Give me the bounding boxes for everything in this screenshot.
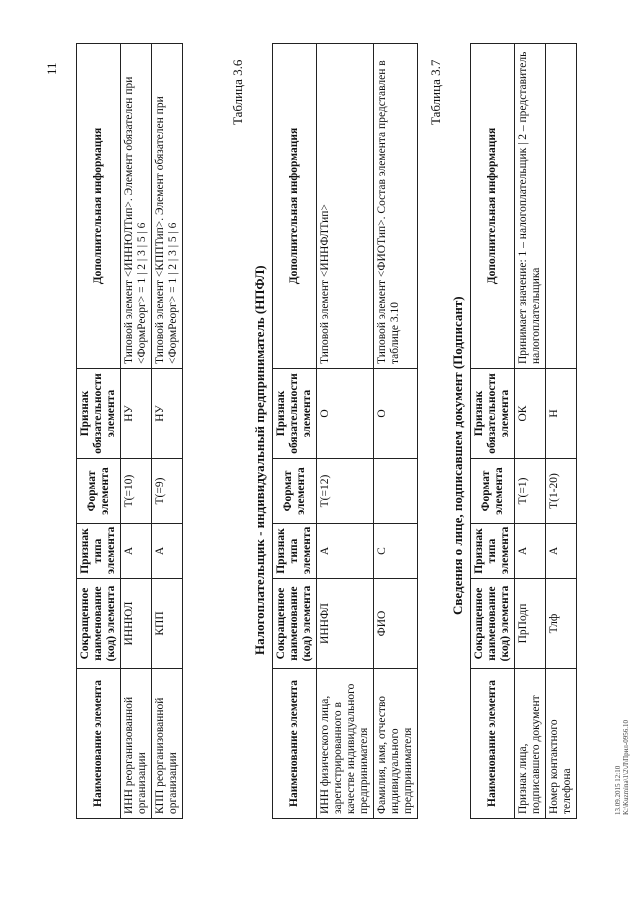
header-element-required: Признак обязательности элемента	[273, 369, 317, 459]
header-element-format: Формат элемента	[77, 459, 121, 524]
cell-format: T(=10)	[121, 459, 152, 524]
cell-name: КПП реорганизованной организации	[152, 669, 183, 819]
cell-required: НУ	[121, 369, 152, 459]
cell-type: А	[317, 524, 374, 579]
header-element-code: Сокращенное наименование (код) элемента	[273, 579, 317, 669]
cell-type: А	[515, 524, 546, 579]
cell-code: ИННЮЛ	[121, 579, 152, 669]
cell-type: С	[374, 524, 418, 579]
cell-info: Принимает значение: 1 – налогоплательщик | 2 – представитель налогоплательщика	[515, 44, 546, 369]
cell-required: Н	[546, 369, 577, 459]
cell-format	[374, 459, 418, 524]
table-title-3-7: Сведения о лице, подписавшем документ (Подписант)	[450, 296, 465, 615]
header-element-name: Наименование элемента	[471, 669, 515, 819]
table-header-row	[77, 44, 121, 819]
cell-name: Признак лица, подписавшего документ	[515, 669, 546, 819]
cell-code: ПрПодп	[515, 579, 546, 669]
cell-code: ФИО	[374, 579, 418, 669]
table-signatory	[470, 43, 577, 819]
cell-format: T(=1)	[515, 459, 546, 524]
header-element-type: Признак типа элемента	[273, 524, 317, 579]
header-element-code: Сокращенное наименование (код) элемента	[77, 579, 121, 669]
cell-code: ИННФЛ	[317, 579, 374, 669]
table-row	[546, 44, 577, 819]
header-element-name: Наименование элемента	[77, 669, 121, 819]
cell-info: Типовой элемент <ИННФЛТип>	[317, 44, 374, 369]
page-number: 11	[44, 62, 59, 75]
footer-line-2: K:\Kuzmina\1\2\Л\Прил-0956.10	[622, 719, 630, 815]
cell-name: ИНН физического лица, зарегистрированного в качестве индивидуального предпринимателя	[317, 669, 374, 819]
header-element-type: Признак типа элемента	[77, 524, 121, 579]
header-element-name: Наименование элемента	[273, 669, 317, 819]
cell-type: А	[152, 524, 183, 579]
cell-name: ИНН реорганизованной организации	[121, 669, 152, 819]
table-header-row	[471, 44, 515, 819]
cell-code: КПП	[152, 579, 183, 669]
cell-name: Фамилия, имя, отчество индивидуального предпринимателя	[374, 669, 418, 819]
header-element-required: Признак обязательности элемента	[77, 369, 121, 459]
header-element-required: Признак обязательности элемента	[471, 369, 515, 459]
cell-name: Номер контактного телефона	[546, 669, 577, 819]
header-element-format: Формат элемента	[273, 459, 317, 524]
table-row	[515, 44, 546, 819]
table-individual-entrepreneur	[272, 43, 418, 819]
cell-required: ОК	[515, 369, 546, 459]
table-row	[374, 44, 418, 819]
footer-line-1: 13.09.2015 12:10	[614, 765, 622, 815]
header-additional-info: Дополнительная информация	[471, 44, 515, 369]
header-additional-info: Дополнительная информация	[77, 44, 121, 369]
cell-info: Типовой элемент <ФИОТип>. Состав элемента представлен в таблице 3.10	[374, 44, 418, 369]
cell-info: Типовой элемент <КППТип>. Элемент обязателен при <ФормРеорг> = 1 | 2 | 3 | 5 | 6	[152, 44, 183, 369]
footer	[614, 720, 630, 815]
table-caption-3-7: Таблица 3.7	[428, 59, 443, 125]
cell-required: О	[374, 369, 418, 459]
cell-required: НУ	[152, 369, 183, 459]
header-additional-info: Дополнительная информация	[273, 44, 317, 369]
table-row	[317, 44, 374, 819]
table-row	[152, 44, 183, 819]
header-element-code: Сокращенное наименование (код) элемента	[471, 579, 515, 669]
table-reorganized-org	[76, 43, 183, 819]
cell-format: T(=9)	[152, 459, 183, 524]
cell-info: Типовой элемент <ИННЮЛТип>. Элемент обязателен при <ФормРеорг> = 1 | 2 | 3 | 5 | 6	[121, 44, 152, 369]
table-row	[121, 44, 152, 819]
header-element-format: Формат элемента	[471, 459, 515, 524]
cell-format: T(1-20)	[546, 459, 577, 524]
table-header-row	[273, 44, 317, 819]
table-caption-3-6: Таблица 3.6	[230, 59, 245, 125]
cell-type: А	[121, 524, 152, 579]
cell-required: О	[317, 369, 374, 459]
table-title-3-6: Налогоплательщик - индивидуальный предприниматель (НПФЛ)	[252, 265, 267, 655]
cell-code: Тлф	[546, 579, 577, 669]
cell-format: T(=12)	[317, 459, 374, 524]
header-element-type: Признак типа элемента	[471, 524, 515, 579]
cell-type: А	[546, 524, 577, 579]
cell-info	[546, 44, 577, 369]
